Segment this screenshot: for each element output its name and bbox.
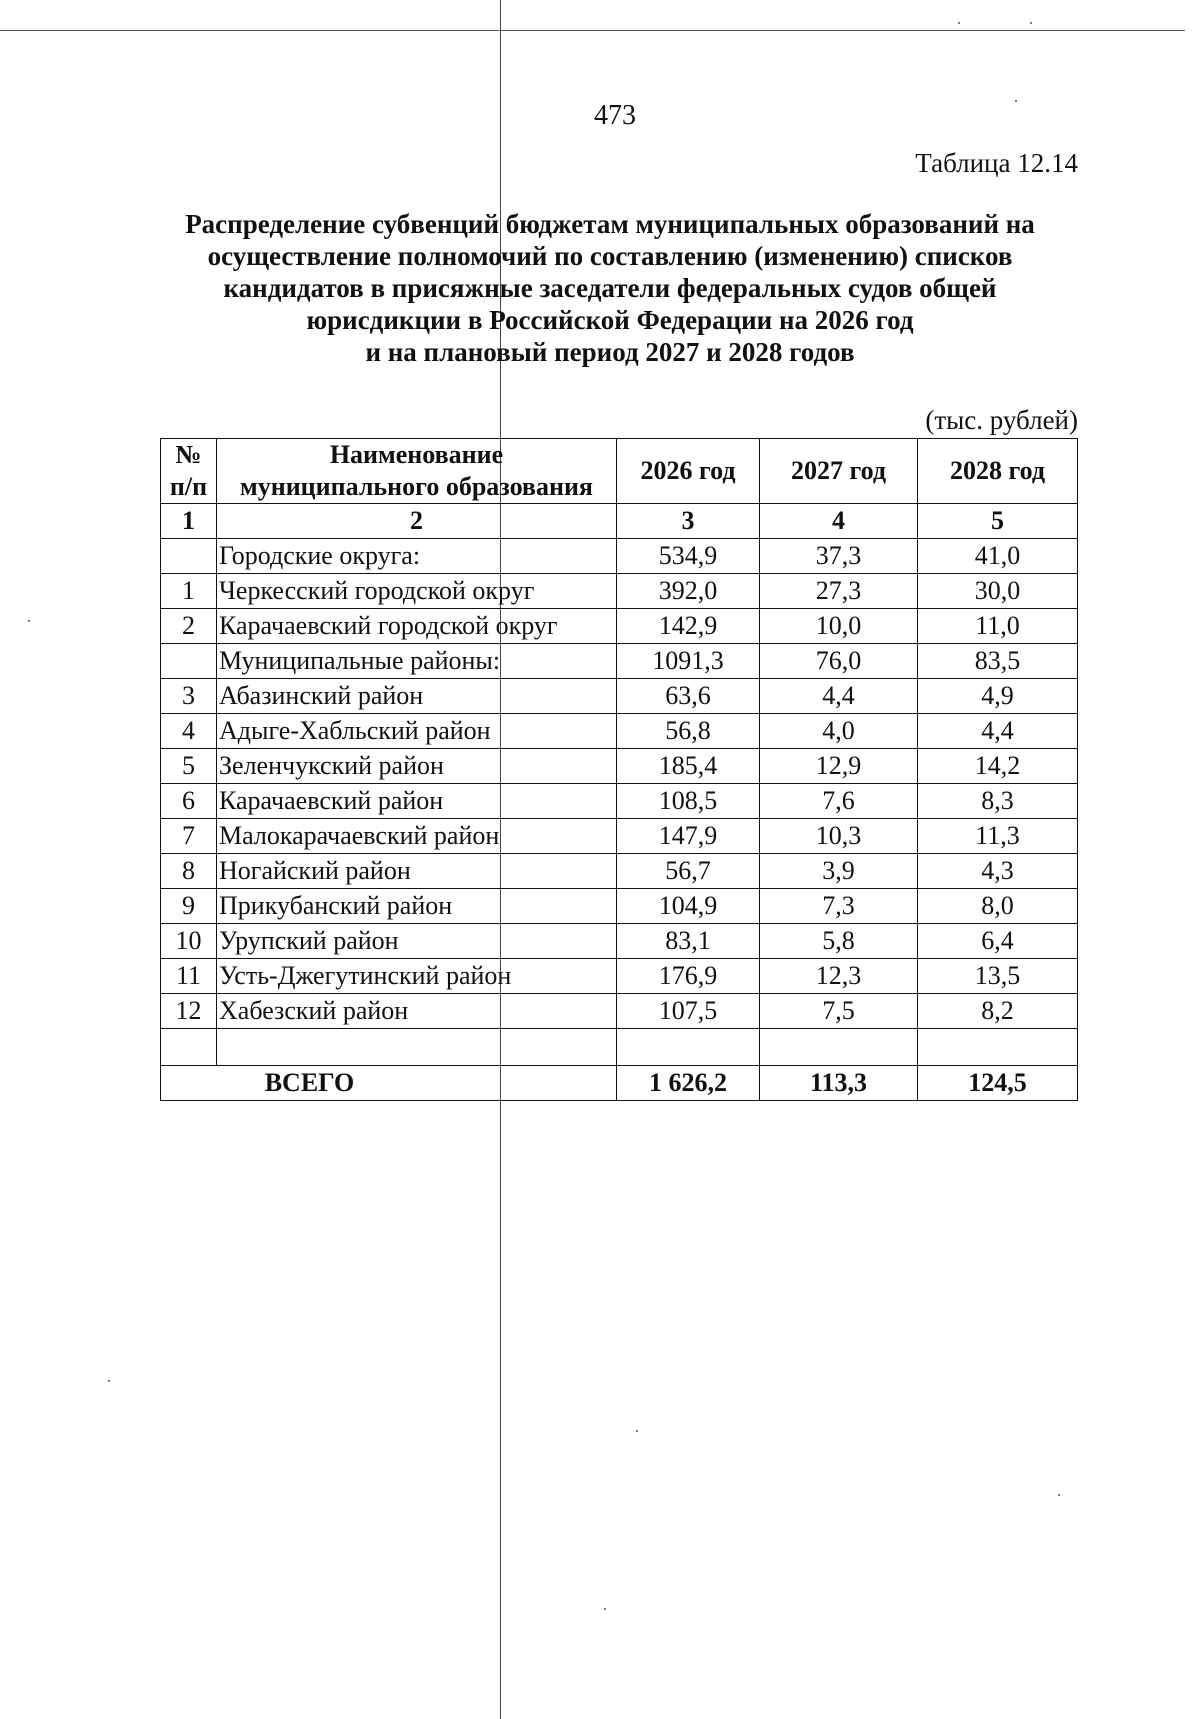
column-number: 3	[617, 504, 760, 539]
table-row	[161, 679, 1078, 714]
value-2028: 30,0	[918, 574, 1078, 609]
total-2027: 113,3	[760, 1066, 918, 1101]
title-line: юрисдикции в Российской Федерации на 2026 год	[306, 305, 914, 335]
municipality-name: Ногайский район	[217, 854, 617, 889]
row-number: 8	[161, 854, 217, 889]
header-2027: 2027 год	[760, 439, 918, 504]
empty-cell	[617, 1029, 760, 1066]
header-2026: 2026 год	[617, 439, 760, 504]
value-2026: 104,9	[617, 889, 760, 924]
value-2026: 392,0	[617, 574, 760, 609]
value-2027: 7,3	[760, 889, 918, 924]
table-row	[161, 854, 1078, 889]
table-row	[161, 924, 1078, 959]
table-row	[161, 574, 1078, 609]
municipality-name: Прикубанский район	[217, 889, 617, 924]
municipality-name: Хабезский район	[217, 994, 617, 1029]
value-2027: 12,3	[760, 959, 918, 994]
value-2028: 4,3	[918, 854, 1078, 889]
scan-speck	[1030, 22, 1032, 24]
table-row	[161, 714, 1078, 749]
table-row	[161, 889, 1078, 924]
value-2028: 83,5	[918, 644, 1078, 679]
table-row	[161, 994, 1078, 1029]
scan-speck	[1058, 1494, 1060, 1496]
table-header-row	[161, 439, 1078, 504]
table-row	[161, 819, 1078, 854]
title-line: кандидатов в присяжные заседатели федеральных судов общей	[223, 273, 997, 303]
row-number: 1	[161, 574, 217, 609]
total-row	[161, 1066, 1078, 1101]
value-2027: 4,4	[760, 679, 918, 714]
value-2027: 76,0	[760, 644, 918, 679]
value-2028: 8,0	[918, 889, 1078, 924]
value-2027: 7,5	[760, 994, 918, 1029]
value-2028: 11,0	[918, 609, 1078, 644]
subvention-table	[160, 438, 1078, 1101]
value-2027: 37,3	[760, 539, 918, 574]
row-number: 7	[161, 819, 217, 854]
row-number: 2	[161, 609, 217, 644]
row-number: 10	[161, 924, 217, 959]
value-2026: 176,9	[617, 959, 760, 994]
value-2026: 107,5	[617, 994, 760, 1029]
row-number: 4	[161, 714, 217, 749]
value-2027: 10,0	[760, 609, 918, 644]
value-2027: 3,9	[760, 854, 918, 889]
value-2027: 12,9	[760, 749, 918, 784]
municipality-name: Черкесский городской округ	[217, 574, 617, 609]
value-2027: 4,0	[760, 714, 918, 749]
value-2028: 13,5	[918, 959, 1078, 994]
table-row	[161, 959, 1078, 994]
value-2027: 5,8	[760, 924, 918, 959]
value-2026: 108,5	[617, 784, 760, 819]
row-number: 11	[161, 959, 217, 994]
page-number: 473	[594, 100, 636, 131]
table-row	[161, 539, 1078, 574]
scan-speck	[958, 22, 960, 24]
table-row	[161, 644, 1078, 679]
municipality-name: Карачаевский городской округ	[217, 609, 617, 644]
scan-speck	[28, 620, 30, 622]
value-2028: 4,9	[918, 679, 1078, 714]
value-2028: 6,4	[918, 924, 1078, 959]
empty-cell	[918, 1029, 1078, 1066]
row-number: 12	[161, 994, 217, 1029]
empty-row	[161, 1029, 1078, 1066]
total-label: ВСЕГО	[161, 1066, 617, 1101]
header-2028: 2028 год	[918, 439, 1078, 504]
value-2028: 8,2	[918, 994, 1078, 1029]
value-2026: 147,9	[617, 819, 760, 854]
table-row	[161, 784, 1078, 819]
municipality-name: Усть-Джегутинский район	[217, 959, 617, 994]
scan-speck	[604, 1608, 606, 1610]
row-number: 6	[161, 784, 217, 819]
value-2026: 56,7	[617, 854, 760, 889]
municipality-name: Адыге-Хабльский район	[217, 714, 617, 749]
title-line: Распределение субвенций бюджетам муниципальных образований на	[185, 209, 1035, 239]
row-number	[161, 644, 217, 679]
table-label: Таблица 12.14	[915, 148, 1078, 178]
value-2028: 8,3	[918, 784, 1078, 819]
column-number: 5	[918, 504, 1078, 539]
header-number: № п/п	[161, 439, 217, 504]
title-line: и на плановый период 2027 и 2028 годов	[365, 337, 855, 367]
document-title	[150, 208, 1070, 368]
row-number: 9	[161, 889, 217, 924]
municipality-name: Зеленчукский район	[217, 749, 617, 784]
municipality-name: Городские округа:	[217, 539, 617, 574]
value-2028: 11,3	[918, 819, 1078, 854]
value-2026: 185,4	[617, 749, 760, 784]
value-2026: 142,9	[617, 609, 760, 644]
scan-speck	[636, 1430, 638, 1432]
header-municipality: Наименование муниципального образования	[217, 439, 617, 504]
value-2028: 4,4	[918, 714, 1078, 749]
units-label: (тыс. рублей)	[925, 405, 1078, 435]
row-number: 3	[161, 679, 217, 714]
title-line: осуществление полномочий по составлению (изменению) списков	[207, 241, 1013, 271]
value-2028: 14,2	[918, 749, 1078, 784]
municipality-name: Карачаевский район	[217, 784, 617, 819]
value-2027: 7,6	[760, 784, 918, 819]
value-2026: 534,9	[617, 539, 760, 574]
value-2026: 83,1	[617, 924, 760, 959]
value-2026: 56,8	[617, 714, 760, 749]
value-2028: 41,0	[918, 539, 1078, 574]
municipality-name: Урупский район	[217, 924, 617, 959]
empty-cell	[217, 1029, 617, 1066]
municipality-name: Абазинский район	[217, 679, 617, 714]
empty-cell	[760, 1029, 918, 1066]
row-number: 5	[161, 749, 217, 784]
table-row	[161, 749, 1078, 784]
column-number: 1	[161, 504, 217, 539]
municipality-name: Малокарачаевский район	[217, 819, 617, 854]
total-2026: 1 626,2	[617, 1066, 760, 1101]
value-2026: 1091,3	[617, 644, 760, 679]
value-2027: 27,3	[760, 574, 918, 609]
table-row	[161, 609, 1078, 644]
column-number: 2	[217, 504, 617, 539]
municipality-name: Муниципальные районы:	[217, 644, 617, 679]
value-2027: 10,3	[760, 819, 918, 854]
scan-border-line	[0, 30, 1185, 31]
column-numbers-row	[161, 504, 1078, 539]
empty-cell	[161, 1029, 217, 1066]
value-2026: 63,6	[617, 679, 760, 714]
scan-speck	[108, 1380, 110, 1382]
row-number	[161, 539, 217, 574]
total-2028: 124,5	[918, 1066, 1078, 1101]
column-number: 4	[760, 504, 918, 539]
